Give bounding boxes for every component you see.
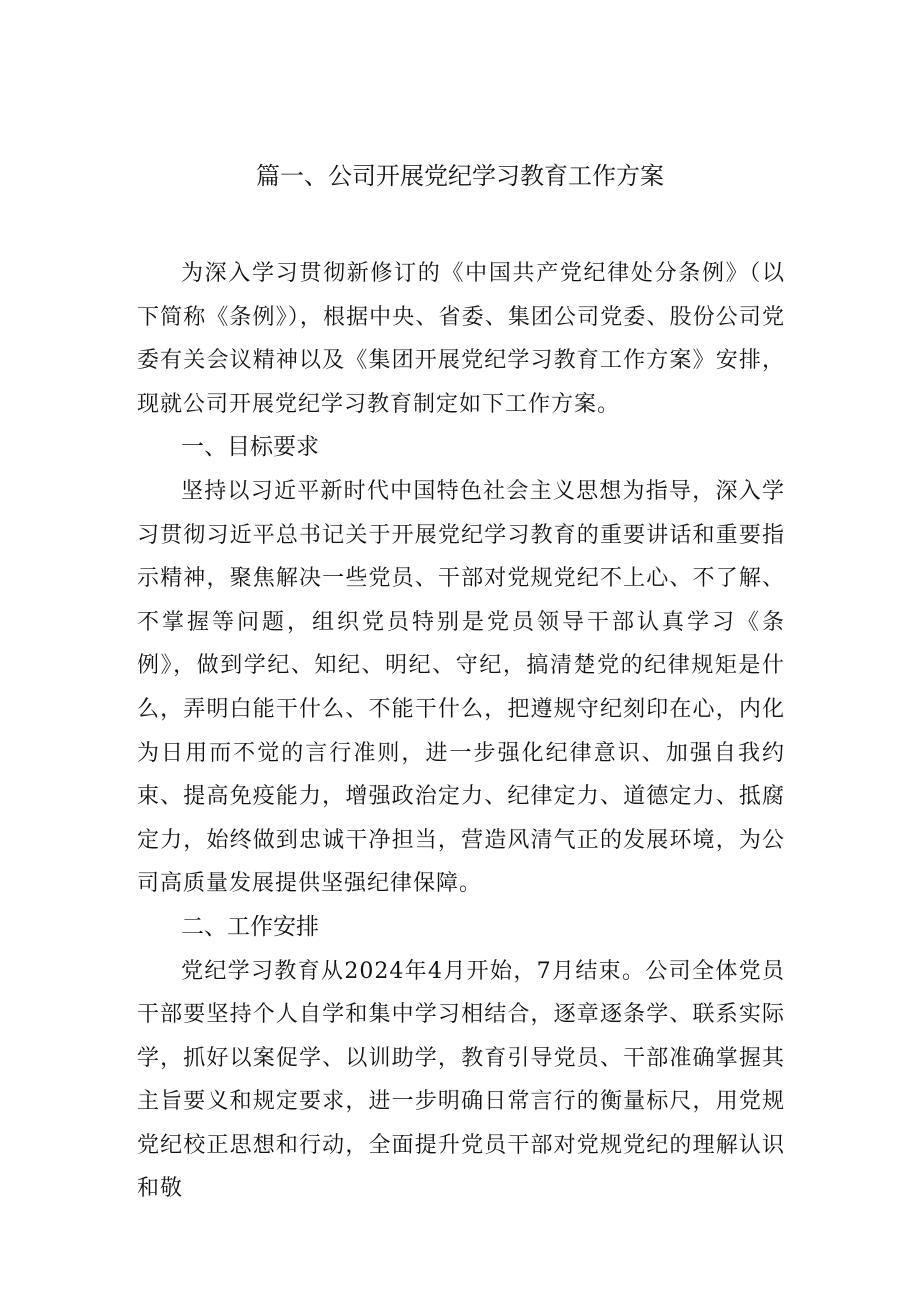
section-heading-goals: 一、目标要求 [181, 434, 319, 461]
goals-paragraph: 坚持以习近平新时代中国特色社会主义思想为指导，深入学习贯彻习近平总书记关于开展党纪学习教育的重要讲话和重要指示精神，聚焦解决一些党员、干部对党规党纪不上心、不了解、不掌握等问题，组织党员特别是党员领导干部认真学习《条例》，做到学纪、知纪、明纪、守纪，搞清楚党的纪律规矩是什么，弄明白能干什么、不能干什么，把遵规守纪刻印在心，内化为日用而不觉的言行准则，进一步强化纪律意识、加强自我约束、提高免疫能力，增强政治定力、纪律定力、道德定力、抵腐定力，始终做到忠诚干净担当，营造风清气正的发展环境，为公司高质量发展提供坚强纪律保障。 [137, 478, 785, 897]
section-heading-arrangement: 二、工作安排 [181, 913, 319, 940]
intro-paragraph: 为深入学习贯彻新修订的《中国共产党纪律处分条例》（以下简称《条例》），根据中央、省委、集团公司党委、股份公司党委有关会议精神以及《集团开展党纪学习教育工作方案》安排，现就公司开展党纪学习教育制定如下工作方案。 [137, 261, 785, 417]
document-title: 篇一、公司开展党纪学习教育工作方案 [256, 162, 664, 190]
document-body [137, 252, 785, 1211]
arrangement-paragraph: 党纪学习教育从2024年4月开始，7月结束。公司全体党员干部要坚持个人自学和集中学习相结合，逐章逐条学、联系实际学，抓好以案促学、以训助学，教育引导党员、干部准确掌握其主旨要义和规定要求，进一步明确日常言行的衡量标尺，用党规党纪校正思想和行动，全面提升党员干部对党规党纪的理解认识和敬 [137, 958, 785, 1202]
